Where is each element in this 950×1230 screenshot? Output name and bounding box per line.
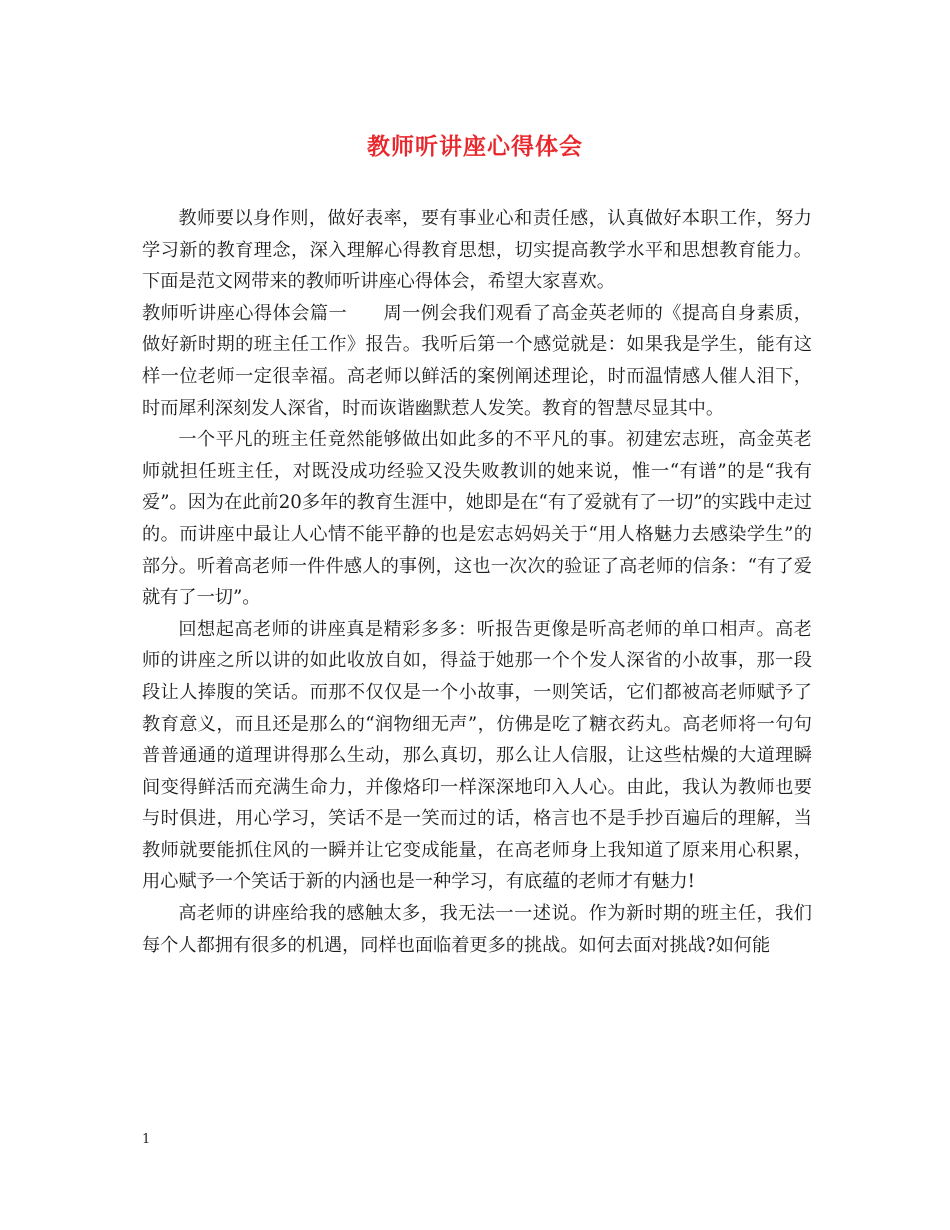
intro-paragraph: 教师要以身作则，做好表率，要有事业心和责任感，认真做好本职工作，努力学习新的教育理念，深入理解心得教育思想，切实提高教学水平和思想教育能力。下面是范文网带来的教师听讲座心得体会，希望大家喜欢。 bbox=[142, 208, 812, 293]
body-paragraph: 高老师的讲座给我的感触太多，我无法一一述说。作为新时期的班主任，我们每个人都拥有很多的机遇，同样也面临着更多的挑战。如何去面对挑战?如何能 bbox=[142, 903, 812, 956]
body-paragraph: 回想起高老师的讲座真是精彩多多：听报告更像是听高老师的单口相声。高老师的讲座之所以讲的如此收放自如，得益于她那一个个发人深省的小故事，那一段段让人捧腹的笑话。而那不仅仅是一个小故事，一则笑话，它们都被高老师赋予了教育意义，而且还是那么的“润物细无声”，仿佛是吃了糖衣药丸。高老师将一句句普普通通的道理讲得那么生动，那么真切，那么让人信服，让这些枯燥的大道理瞬间变得鲜活而充满生命力，并像烙印一样深深地印入人心。由此，我认为教师也要与时俱进，用心学习，笑话不是一笑而过的话，格言也不是手抄百遍后的理解，当教师就要能抓住风的一瞬并让它变成能量，在高老师身上我知道了原来用心积累，用心赋予一个笑话于新的内涵也是一种学习，有底蕴的老师才有魅力! bbox=[142, 618, 812, 893]
document-body bbox=[142, 203, 812, 961]
section-heading: 教师听讲座心得体会篇一 bbox=[142, 302, 348, 324]
document-title: 教师听讲座心得体会 bbox=[367, 133, 583, 160]
section-paragraph bbox=[142, 298, 812, 424]
body-paragraph: 一个平凡的班主任竟然能够做出如此多的不平凡的事。初建宏志班，高金英老师就担任班主任，对既没成功经验又没失败教训的她来说，惟一“有谱”的是“我有爱”。因为在此前20多年的教育生涯中，她即是在“有了爱就有了一切”的实践中走过的。而讲座中最让人心情不能平静的也是宏志妈妈关于“用人格魅力去感染学生”的部分。听着高老师一件件感人的事例，这也一次次的验证了高老师的信条：“有了爱就有了一切”。 bbox=[142, 429, 812, 609]
section-first-text: 周一例会我们观看了高金英老师的《提高自身素质，做好新时期的班主任工作》报告。我听后第一个感觉就是：如果我是学生，能有这样一位老师一定很幸福。高老师以鲜活的案例阐述理论，时而温情感人催人泪下，时而犀利深刻发人深省，时而诙谐幽默惹人发笑。教育的智慧尽显其中。 bbox=[142, 302, 812, 419]
page-number: 1 bbox=[142, 1132, 151, 1147]
